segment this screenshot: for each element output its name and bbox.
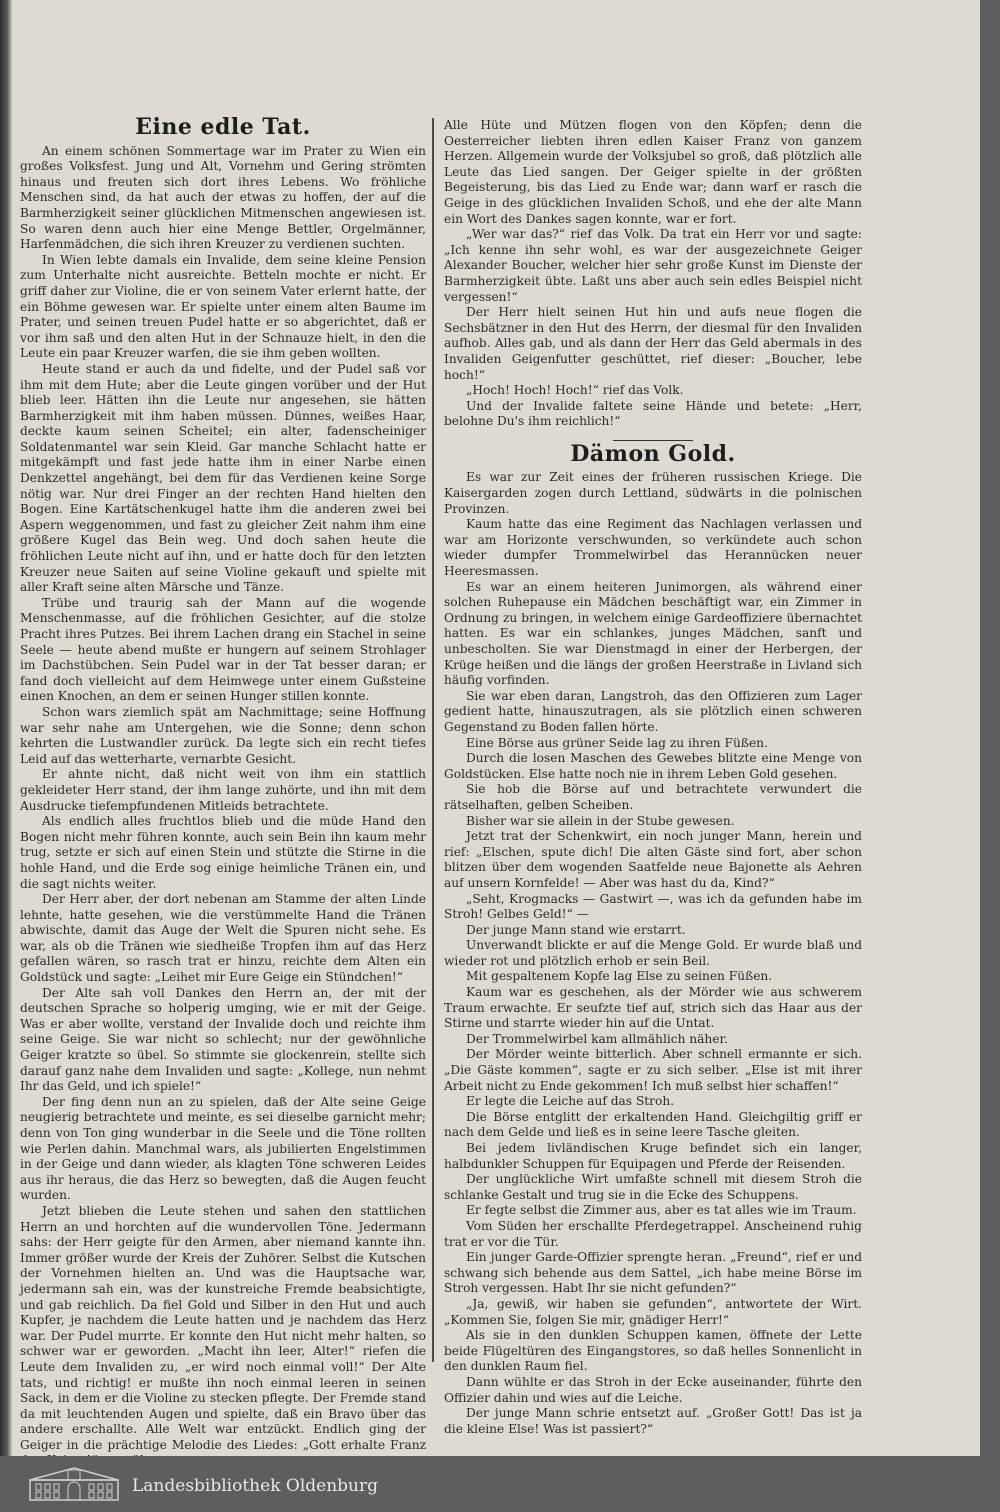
paragraph: Der junge Mann schrie entsetzt auf. „Großer Gott! Das ist ja die kleine Else! Was ist passiert?“ <box>444 1406 862 1436</box>
paragraph: Er fegte selbst die Zimmer aus, aber es tat alles wie im Traum. <box>466 1203 857 1218</box>
paragraph: Sie hob die Börse auf und betrachtete verwundert die rätselhaften, gelben Scheiben. <box>444 782 862 812</box>
paragraph: „Hoch! Hoch! Hoch!“ rief das Volk. <box>466 383 684 398</box>
paragraph: Alle Hüte und Mützen flogen von den Köpfen; denn die Oesterreicher liebten ihren edlen Kaiser Franz von ganzem Herzen. Allgemein wurde der Volksjubel so groß, daß plötzlich alle Leute das Lied sangen. Der Geiger spielte in der größten Begeisterung, bis das Lied zu Ende war; dann warf er rasch die Geige in des glücklichen Invaliden Schoß, und ehe der alte Mann ein Wort des Dankes sagen konnte, war er fort. <box>444 118 862 226</box>
paragraph: Kaum war es geschehen, als der Mörder wie aus schwerem Traum erwachte. Er seufzte tief auf, strich sich das Haar aus der Stirne und starrte wieder hin auf die Untat. <box>444 985 862 1031</box>
paragraph: Schon wars ziemlich spät am Nachmittage; seine Hoffnung war sehr nahe am Untergehen, wie die Sonne; denn schon kehrten die Lustwandler zurück. Da legte sich ein recht tiefes Leid auf das wetterharte, vernarbte Gesicht. <box>20 704 426 766</box>
paragraph: Als endlich alles fruchtlos blieb und die müde Hand den Bogen nicht mehr führen konnte, auch sein Bein ihn kaum mehr trug, setzte er sich auf einen Stein und stützte die Stirne in die hohle Hand, und die Erde sog einige heimliche Tränen ein, und die sagt nichts weiter. <box>20 814 426 891</box>
paragraph: Es war zur Zeit eines der früheren russischen Kriege. Die Kaisergarden zogen durch Lettland, südwärts in die polnischen Provinzen. <box>444 470 862 516</box>
footer-bar <box>0 1456 1000 1512</box>
paragraph: Als sie in den dunklen Schuppen kamen, öffnete der Lette beide Flügeltüren des Eingangstores, so daß helles Sonnenlicht in den dunklen Raum fiel. <box>444 1328 862 1374</box>
paragraph: Er ahnte nicht, daß nicht weit von ihm ein stattlich gekleideter Herr stand, der ihm lange zuhörte, und ihn mit dem Ausdrucke tiefempfundenen Mitleids betrachtete. <box>20 767 426 813</box>
paragraph: Der Herr aber, der dort nebenan am Stamme der alten Linde lehnte, hatte gesehen, wie die verstümmelte Hand die Tränen abwischte, damit das Auge der Welt die Spuren nicht sehe. Es war, als ob die Tränen wie siedheiße Tropfen ihm auf das Herz gefallen wären, so rasch trat er hinzu, reichte dem Alten ein Goldstück und sagte: „Leihet mir Eure Geige ein Stündchen!“ <box>20 892 426 985</box>
paragraph: Durch die losen Maschen des Gewebes blitzte eine Menge von Goldstücken. Else hatte noch nie in ihrem Leben Gold gesehen. <box>444 751 862 781</box>
paragraph: Bisher war sie allein in der Stube gewesen. <box>466 813 735 828</box>
paragraph: Jetzt trat der Schenkwirt, ein noch junger Mann, herein und rief: „Elschen, spute dich! Die alten Gäste sind fort, aber schon blitzen über dem wogenden Saatfelde neue Bajonette als Aehren auf unsern Kornfelde! — Aber was hast du da, Kind?“ <box>444 829 862 890</box>
paragraph: Eine Börse aus grüner Seide lag zu ihren Füßen. <box>466 735 768 750</box>
paragraph: In Wien lebte damals ein Invalide, dem seine kleine Pension zum Unterhalte nicht ausreichte. Betteln mochte er nicht. Er griff daher zur Violine, die er von seinem Vater erlernt hatte, der ein Böhme gewesen war. Er spielte unter einem alten Baume im Prater, und seinen treuen Pudel hatte er so abgerichtet, daß er vor ihm saß und den alten Hut in der Schnauze hielt, in den die Leute ein paar Kreuzer warfen, die sie ihm geben wollten. <box>20 252 426 361</box>
paragraph: Heute stand er auch da und fidelte, und der Pudel saß vor ihm mit dem Hute; aber die Leute gingen vorüber und der Hut blieb leer. Hätten ihn die Leute nur angesehen, sie hätten Barmherzigkeit mit ihm haben müssen. Dünnes, weißes Haar, deckte kaum seinen Scheitel; ein alter, fadenscheiniger Soldatenmantel war sein Kleid. Gar manche Schlacht hatte er mitgekämpft und fast jede hatte ihm in einer Narbe einen Denkzettel angehängt, bei dem für das Verdienen keine Sorge nötig war. Nur drei Finger an der rechten Hand hielten den Bogen. Eine Kartätschenkugel hatte ihm die anderen zwei bei Aspern weggenommen, und fast zu gleicher Zeit nahm ihm eine größere Kugel das Bein weg. Und doch sahen heute die fröhlichen Leute nicht auf ihn, und er hatte doch für den letzten Kreuzer neue Saiten auf seine Violine gekauft und spielte mit aller Kraft seine alten Märsche und Tänze. <box>20 361 426 595</box>
paragraph: „Ja, gewiß, wir haben sie gefunden“, antwortete der Wirt. „Kommen Sie, folgen Sie mir, gnädiger Herr!“ <box>444 1296 862 1327</box>
paragraph: Kaum hatte das eine Regiment das Nachlagen verlassen und war am Horizonte verschwunden, so verkündete auch schon wieder dumpfer Trommelwirbel das Herannücken neuer Heeresmassen. <box>444 517 862 579</box>
book-binding-edge <box>0 0 12 1456</box>
paragraph: Die Börse entglitt der erkaltenden Hand. Gleichgiltig griff er nach dem Gelde und ließ es in seine leere Tasche gleiten. <box>444 1109 862 1140</box>
paragraph: An einem schönen Sommertage war im Prater zu Wien ein großes Volksfest. Jung und Alt, Vornehm und Gering strömten hinaus und freuten sich dort ihres Lebens. Wo fröhliche Menschen sind, da hat auch der etwas zu hoffen, der auf die Barmherzigkeit seiner glücklichen Mitmenschen angewiesen ist. So waren denn auch hier eine Menge Bettler, Orgelmänner, Harfenmädchen, die sich ihren Kreuzer zu verdienen suchten. <box>20 143 426 252</box>
library-name: Landesbibliothek Oldenburg <box>132 1476 379 1496</box>
paragraph: „Seht, Krogmacks — Gastwirt —, was ich da gefunden habe im Stroh! Gelbes Geld!“ — <box>444 891 862 922</box>
paragraph: Unverwandt blickte er auf die Menge Gold. Er wurde blaß und wieder rot und plötzlich erhob er sein Beil. <box>444 938 862 968</box>
paragraph: Der Alte sah voll Dankes den Herrn an, der mit der deutschen Sprache so holperig umging, wie er mit der Geige. Was er aber wollte, verstand der Invalide doch und reichte ihm seine Geige. Sie war nicht so schlecht; nur der gewöhnliche Geiger kratzte so übel. So stimmte sie glockenrein, stellte sich darauf ganz nahe dem Invaliden und sagte: „Kollege, nun nehmt Ihr das Geld, und ich spiele!“ <box>20 985 426 1094</box>
paragraph: Und der Invalide faltete seine Hände und betete: „Herr, belohne Du's ihm reichlich!“ <box>444 398 862 429</box>
paragraph: Der Mörder weinte bitterlich. Aber schnell ermannte er sich. „Die Gäste kommen“, sagte er zu sich selber. „Else ist mit ihrer Arbeit nicht zu Ende gekommen! Ich muß selbst hier schaffen!“ <box>444 1047 862 1093</box>
story-title-daemon-gold: Dämon Gold. <box>570 440 736 467</box>
paragraph: Der junge Mann stand wie erstarrt. <box>466 922 686 937</box>
right-column <box>444 118 862 1436</box>
paragraph: Dann wühlte er das Stroh in der Ecke auseinander, führte den Offizier dahin und wies auf die Leiche. <box>444 1374 862 1405</box>
paragraph: Der fing denn nun an zu spielen, daß der Alte seine Geige neugierig betrachtete und meinte, es sei dieselbe garnicht mehr; denn von Ton ging wunderbar in die Seele und die Töne rollten wie Perlen dahin. Manchmal wars, als jubilierten Engelstimmen in der Geige und dann wieder, als klagten Töne schweren Leides aus ihr heraus, die das Herz so bewegten, daß die Augen feucht wurden. <box>20 1094 426 1203</box>
paragraph: Es war an einem heiteren Junimorgen, als während einer solchen Ruhepause ein Mädchen beschäftigt war, ein Zimmer in Ordnung zu bringen, in welchem einige Gardeoffiziere übernachtet hatten. Es war ein schlankes, junges Mädchen, sanft und unbescholten. Sie war Dienstmagd in einer der Herbergen, der Krüge heißen und die längs der großen Heerstraße in Livland sich häufig vorfinden. <box>444 579 862 688</box>
paragraph: „Wer war das?“ rief das Volk. Da trat ein Herr vor und sagte: „Ich kenne ihn sehr wohl, es war der ausgezeichnete Geiger Alexander Boucher, welcher hier sehr große Kunst im Dienste der Barmherzigkeit übte. Laßt uns aber auch sein edles Beispiel nicht vergessen!“ <box>444 227 862 304</box>
paragraph: Er legte die Leiche auf das Stroh. <box>466 1094 675 1109</box>
paragraph: Vom Süden her erschallte Pferdegetrappel. Anscheinend ruhig trat er vor die Tür. <box>444 1218 862 1249</box>
paragraph: Der Trommelwirbel kam allmählich näher. <box>466 1031 728 1046</box>
paragraph: Ein junger Garde-Offizier sprengte heran. „Freund“, rief er und schwang sich behende aus dem Sattel, „ich habe meine Börse im Stroh vergessen. Habt Ihr sie nicht gefunden?“ <box>444 1250 862 1296</box>
left-column <box>20 114 426 1452</box>
paragraph: Der unglückliche Wirt umfaßte schnell mit diesem Stroh die schlanke Gestalt und trug sie in die Ecke des Schuppens. <box>444 1172 862 1202</box>
paragraph: Trübe und traurig sah der Mann auf die wogende Menschenmasse, auf die fröhlichen Gesichter, auf die stolze Pracht ihres Putzes. Bei ihrem Lachen drang ein Stachel in seine Seele — heute abend mußte er hungern auf seinem Strohlager im Dachstübchen. Sein Pudel war in der Tat besser daran; er fand doch vielleicht auf dem Heimwege unter einem Gußsteine einen Knochen, an dem er seinen Hunger stillen konnte. <box>20 595 426 704</box>
paragraph: Sie war eben daran, Langstroh, das den Offizieren zum Lager gedient hatte, hinauszutragen, als sie plötzlich einen schweren Gegenstand zu Boden fallen hörte. <box>444 688 862 734</box>
paragraph: Bei jedem livländischen Kruge befindet sich ein langer, halbdunkler Schuppen für Equipagen und Pferde der Reisenden. <box>444 1141 862 1171</box>
paragraph: Mit gespaltenem Kopfe lag Else zu seinen Füßen. <box>466 969 773 984</box>
paragraph: Jetzt blieben die Leute stehen und sahen den stattlichen Herrn an und horchten auf die wundervollen Töne. Jedermann sahs: der Herr geigte für den Armen, aber niemand kannte ihn. Immer größer wurde der Kreis der Zuhörer. Selbst die Kutschen der Vornehmen hielten an. Und was die Hauptsache war, jedermann sah ein, was der kunstreiche Fremde beabsichtigte, und gab reichlich. Da fiel Gold und Silber in den Hut und auch Kupfer, je nachdem die Leute hatten und je nachdem das Herz war. Der Pudel murrte. Er konnte den Hut nicht mehr halten, so schwer war er geworden. „Macht ihn leer, Alter!“ riefen die Leute dem Invaliden zu, „er wird noch einmal voll!“ Der Alte tats, und richtig! er mußte ihn noch einmal leeren in seinen Sack, in dem er die Violine zu stecken pflegte. Der Fremde stand da mit leuchtenden Augen und spielte, daß ein Bravo über das andere erschallte. Alle Welt war entzückt. Endlich ging der Geiger in die prächtige Melodie des Liedes: „Gott erhalte Franz <box>20 1203 426 1452</box>
paragraph: Der Herr hielt seinen Hut hin und aufs neue flogen die Sechsbätzner in den Hut des Herrn, der diesmal für den Invaliden aufhob. Alles gab, und als dann der Herr das Geld abermals in des Invaliden Geigenfutter geschüttet, rief dieser: „Boucher, lebe hoch!“ <box>444 305 862 382</box>
column-divider <box>432 118 434 1362</box>
library-building-icon <box>28 1466 120 1502</box>
story-title-eine-edle-tat: Eine edle Tat. <box>135 114 311 140</box>
